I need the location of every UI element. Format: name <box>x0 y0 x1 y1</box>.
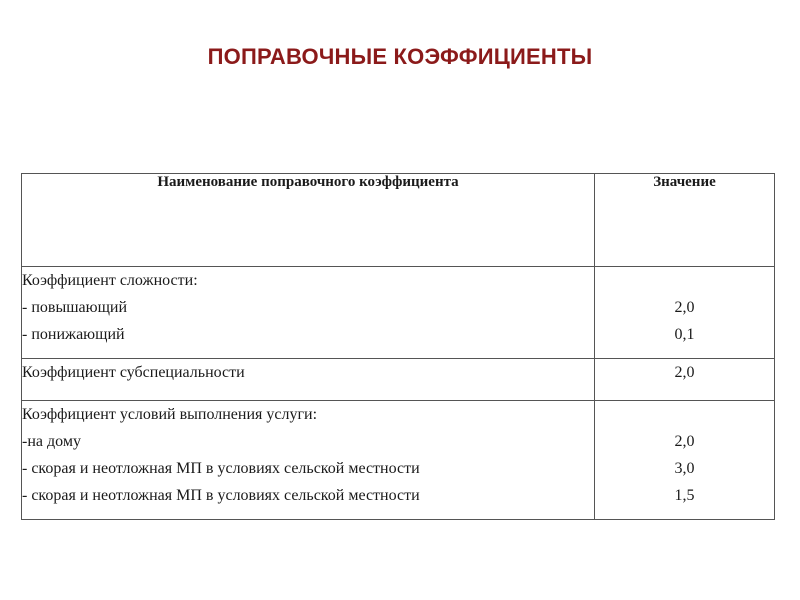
table-row <box>22 359 775 401</box>
row-name-line: - скорая и неотложная МП в условиях сельской местности <box>22 487 420 504</box>
row-name-line: - понижающий <box>22 326 125 343</box>
row-name-cell <box>22 359 595 401</box>
page-title: ПОПРАВОЧНЫЕ КОЭФФИЦИЕНТЫ <box>207 44 593 69</box>
table-row <box>22 401 775 520</box>
row-name-line: Коэффициент субспециальности <box>22 364 245 381</box>
row-value-line: 1,5 <box>674 487 695 504</box>
coefficients-table <box>21 173 775 520</box>
row-value-line: 2,0 <box>674 299 695 316</box>
row-value-line: 2,0 <box>674 433 695 450</box>
row-value-cell <box>595 401 775 520</box>
row-value-cell <box>595 267 775 359</box>
row-name-line: Коэффициент сложности: <box>22 272 198 289</box>
row-value-line: 3,0 <box>674 460 695 477</box>
row-value-line: 0,1 <box>674 326 695 343</box>
row-name-cell <box>22 267 595 359</box>
header-value: Значение <box>595 174 775 267</box>
table-row <box>22 267 775 359</box>
row-value-line <box>595 401 774 428</box>
row-name-line: - скорая и неотложная МП в условиях сельской местности <box>22 460 420 477</box>
row-name-line: -на дому <box>22 433 81 450</box>
row-name-line: - повышающий <box>22 299 128 316</box>
table-header-row <box>22 174 775 267</box>
row-name-cell <box>22 401 595 520</box>
row-value-line: 2,0 <box>674 364 695 381</box>
row-value-line <box>595 267 774 294</box>
header-name: Наименование поправочного коэффициента <box>22 174 595 267</box>
row-name-line: Коэффициент условий выполнения услуги: <box>22 406 318 423</box>
row-value-cell <box>595 359 775 401</box>
